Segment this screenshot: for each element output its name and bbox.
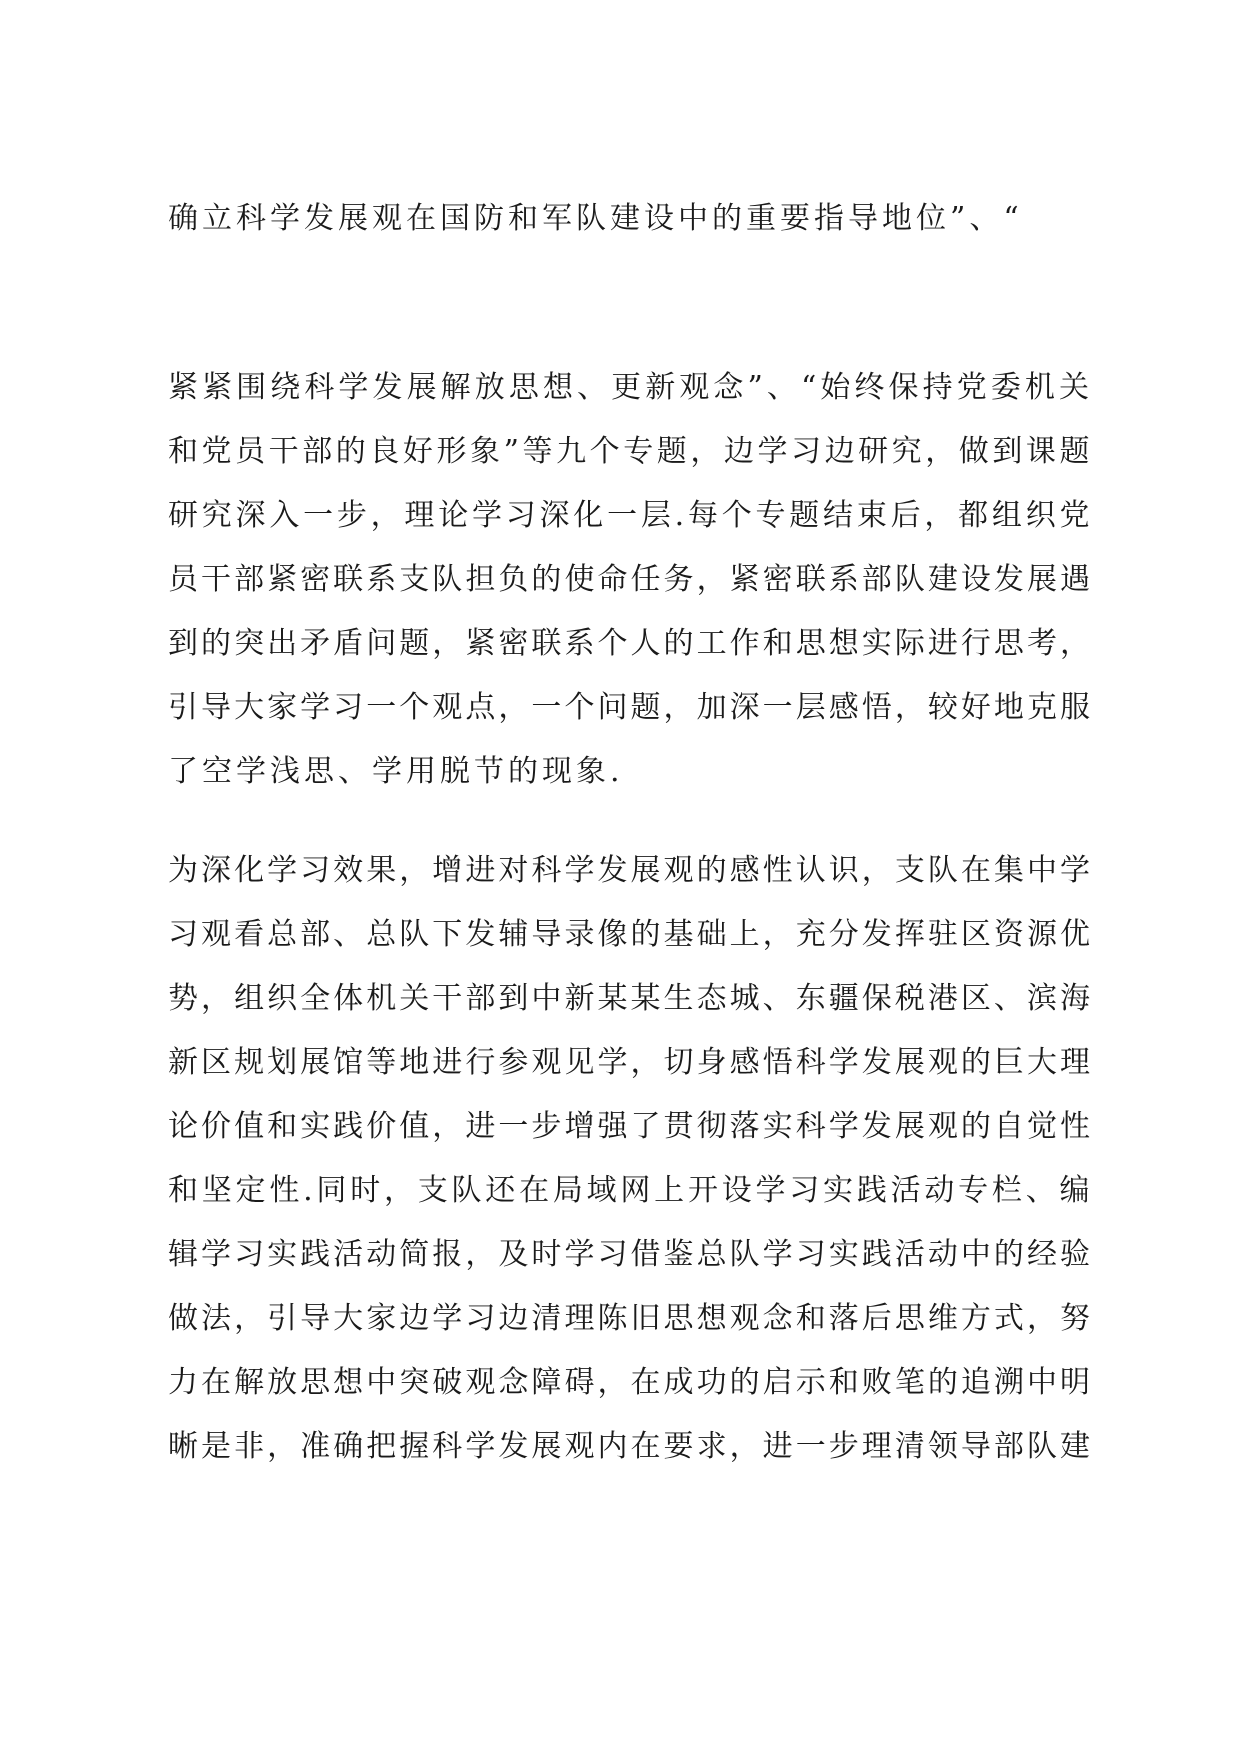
text-line: 了空学浅思、学用脱节的现象. xyxy=(168,754,624,789)
text-line: 引导大家学习一个观点，一个问题，加深一层感悟，较好地克服 xyxy=(168,690,1093,725)
text-line: 做法，引导大家边学习边清理陈旧思想观念和落后思维方式，努 xyxy=(168,1301,1093,1336)
paragraph-3 xyxy=(168,839,1093,1479)
text-line: 研究深入一步，理论学习深化一层.每个专题结束后，都组织党 xyxy=(168,498,1093,533)
text-line: 势，组织全体机关干部到中新某某生态城、东疆保税港区、滨海 xyxy=(168,981,1093,1016)
text-line: 力在解放思想中突破观念障碍，在成功的启示和败笔的追溯中明 xyxy=(168,1365,1093,1400)
text-line: 辑学习实践活动简报，及时学习借鉴总队学习实践活动中的经验 xyxy=(168,1237,1093,1272)
text-line: 到的突出矛盾问题，紧密联系个人的工作和思想实际进行思考， xyxy=(168,626,1093,661)
text-line: 紧紧围绕科学发展解放思想、更新观念”、“始终保持党委机关 xyxy=(168,370,1093,405)
text-line: 和坚定性.同时，支队还在局域网上开设学习实践活动专栏、编 xyxy=(168,1173,1093,1208)
text-line: 新区规划展馆等地进行参观见学，切身感悟科学发展观的巨大理 xyxy=(168,1045,1093,1080)
text-line: 习观看总部、总队下发辅导录像的基础上，充分发挥驻区资源优 xyxy=(168,917,1093,952)
text-line: 员干部紧密联系支队担负的使命任务，紧密联系部队建设发展遇 xyxy=(168,562,1093,597)
text-line: 和党员干部的良好形象”等九个专题，边学习边研究，做到课题 xyxy=(168,434,1093,469)
text-line: 晰是非，准确把握科学发展观内在要求，进一步理清领导部队建 xyxy=(168,1429,1093,1464)
text-line: 为深化学习效果，增进对科学发展观的感性认识，支队在集中学 xyxy=(168,853,1093,888)
paragraph-2 xyxy=(168,356,1093,804)
paragraph-1 xyxy=(168,187,1093,251)
text-line: 确立科学发展观在国防和军队建设中的重要指导地位”、“ xyxy=(168,201,1023,236)
text-line: 论价值和实践价值，进一步增强了贯彻落实科学发展观的自觉性 xyxy=(168,1109,1093,1144)
